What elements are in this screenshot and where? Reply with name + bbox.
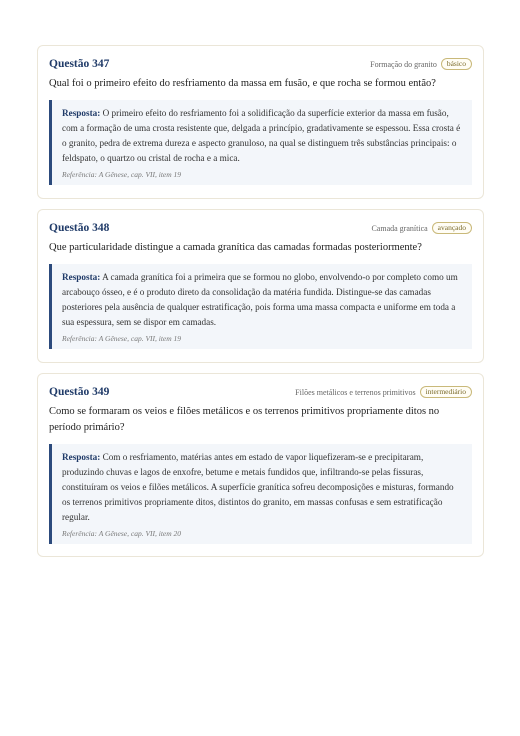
question-text: Que particularidade distingue a camada granítica das camadas formadas posteriormente? [49, 242, 422, 253]
level-badge: intermediário [420, 386, 472, 398]
answer-label: Resposta: [62, 108, 101, 118]
answer-paragraph [62, 270, 464, 330]
answer-label: Resposta: [62, 272, 101, 282]
reference: Referência: A Gênese, cap. VII, item 19 [62, 170, 182, 179]
topic-label: Formação do granito [370, 59, 437, 69]
card-header [49, 220, 472, 236]
question-text: Qual foi o primeiro efeito do resfriamento da massa em fusão, e que rocha se formou então? [49, 78, 436, 89]
question-card [37, 45, 484, 199]
question-card [37, 209, 484, 363]
question-number: Questão 347 [49, 58, 110, 70]
answer-box [49, 100, 472, 185]
answer-text: A camada granítica foi a primeira que se formou no globo, envolvendo-o por completo como um arcabouço ósseo, e é o produto direto da consolidação da matéria fundida. Distingue-se das camadas posteriores pela ausência de qualquer estratificação, pois forma uma massa compacta e uniforme em toda a sua espessura, sem se dispor em camadas. [62, 272, 458, 327]
question-card [37, 373, 484, 557]
topic-label: Camada granítica [371, 223, 428, 233]
question-text: Como se formaram os veios e filões metálicos e os terrenos primitivos propriamente ditos no período primário? [49, 406, 440, 433]
answer-paragraph [62, 106, 464, 166]
answer-text: Com o resfriamento, matérias antes em estado de vapor liquefizeram-se e precipitaram, produzindo chuvas e lagos de enxofre, betume e metais fundidos que, infiltrando-se pelas fissuras, constituíram os veios e filões metálicos. A superfície granítica sofreu decomposições e misturas, formando os terrenos primitivos propriamente ditos, distintos do granito, em massas confusas e sem estratificação regular. [62, 452, 454, 522]
card-meta [370, 58, 472, 70]
answer-label: Resposta: [62, 452, 101, 462]
card-meta [371, 222, 472, 234]
question-number: Questão 349 [49, 386, 110, 398]
answer-text: O primeiro efeito do resfriamento foi a solidificação da superfície exterior da massa em fusão, com a formação de uma crosta resistente que, delgada a princípio, gradativamente se espessou. Essa crosta é o granito, pedra de extrema dureza e aspecto granuloso, na qual se distinguem três substâncias principais: o feldspato, o quartzo ou cristal de rocha e a mica. [62, 108, 461, 163]
question-number: Questão 348 [49, 222, 110, 234]
card-header [49, 384, 472, 400]
answer-paragraph [62, 450, 464, 525]
level-badge: avançado [432, 222, 472, 234]
answer-box [49, 264, 472, 349]
card-meta [295, 386, 472, 398]
level-badge: básico [441, 58, 472, 70]
answer-box [49, 444, 472, 544]
topic-label: Filões metálicos e terrenos primitivos [295, 387, 416, 397]
card-header [49, 56, 472, 72]
reference: Referência: A Gênese, cap. VII, item 19 [62, 334, 182, 343]
reference: Referência: A Gênese, cap. VII, item 20 [62, 529, 182, 538]
